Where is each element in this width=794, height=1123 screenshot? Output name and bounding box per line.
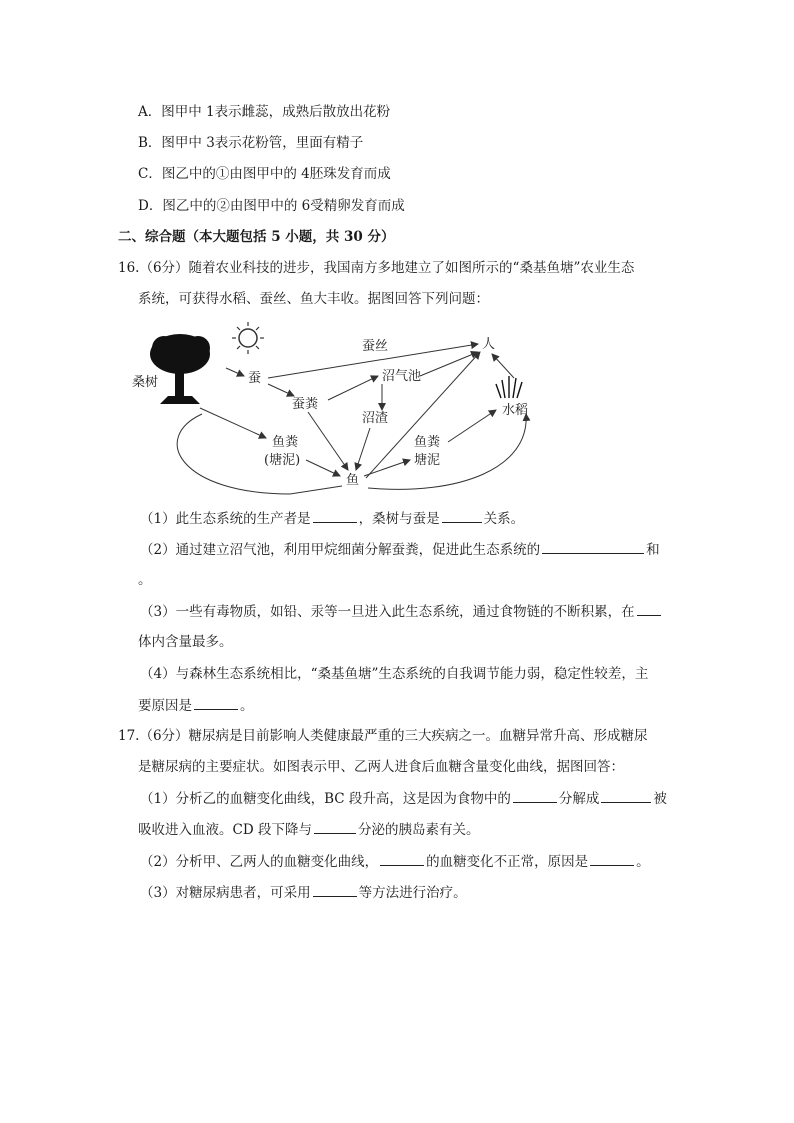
mulberry-fish-pond-diagram (130, 318, 550, 498)
q16-part1-text-a: （1）此生态系统的生产者是 (140, 511, 311, 527)
q17-part3-text-a: （3）对糖尿病患者，可采用 (140, 885, 311, 901)
q17-part2 (140, 851, 650, 872)
q16-part1-text-c: 关系。 (483, 511, 525, 527)
label-silkworm: 蚕 (248, 371, 262, 386)
answer-blank[interactable] (194, 695, 238, 710)
q16-part2-text-a: （2）通过建立沼气池，利用甲烷细菌分解蚕粪，促进此生态系统的 (140, 542, 541, 558)
answer-blank[interactable] (380, 851, 424, 866)
label-fish-feces-left: 鱼粪 (272, 435, 299, 450)
q17-intro-line1: 17.（6分）糖尿病是目前影响人类健康最严重的三大疾病之一。血糖异常升高、形成糖尿 (118, 728, 648, 744)
q16-part4-text-b: 要原因是 (138, 698, 192, 714)
q17-part1-text-b: 分解成 (558, 791, 600, 807)
mulberry-tree-icon (150, 334, 210, 404)
q17-part1-text-c: 被 (653, 791, 667, 807)
label-fish-feces-right: 鱼粪 (414, 435, 441, 450)
answer-blank[interactable] (601, 788, 651, 803)
q16-part4-end (138, 695, 254, 716)
label-fish: 鱼 (346, 473, 360, 488)
q16-part1 (140, 508, 524, 529)
answer-blank[interactable] (637, 601, 661, 616)
label-human: 人 (482, 337, 496, 352)
label-biogas-residue: 沼渣 (362, 411, 389, 426)
label-silkworm-feces: 蚕粪 (292, 397, 319, 412)
answer-blank[interactable] (542, 539, 644, 554)
answer-blank[interactable] (590, 851, 634, 866)
q16-intro-line1: 16.（6分）随着农业科技的进步，我国南方多地建立了如图所示的“桑基鱼塘”农业生态 (118, 260, 635, 276)
label-pond-mud-left: (塘泥) (264, 453, 301, 468)
option-c: C．图乙中的①由图甲中的 4胚珠发育而成 (138, 166, 391, 182)
option-b: B．图甲中 3表示花粉管，里面有精子 (138, 135, 364, 151)
q17-part1-text-a: （1）分析乙的血糖变化曲线，BC 段升高，这是因为食物中的 (140, 791, 511, 807)
answer-blank[interactable] (314, 819, 356, 834)
q17-part2-text-a: （2）分析甲、乙两人的血糖变化曲线， (140, 854, 379, 870)
label-mulberry: 桑树 (132, 375, 159, 390)
q16-part2-end: 。 (138, 572, 152, 588)
q16-part1-text-b: ，桑树与蚕是 (358, 511, 440, 527)
q17-part1-text-e: 分泌的胰岛素有关。 (357, 822, 480, 838)
label-biogas: 沼气池 (382, 369, 422, 384)
q17-part3-text-b: 等方法进行治疗。 (358, 885, 467, 901)
label-pond-mud-right: 塘泥 (414, 453, 441, 468)
option-d: D．图乙中的②由图甲中的 6受精卵发育而成 (138, 198, 405, 214)
q17-part2-text-c: 。 (636, 854, 650, 870)
option-a: A．图甲中 1表示雌蕊，成熟后散放出花粉 (138, 104, 391, 120)
q16-part3 (140, 601, 663, 622)
q17-part2-text-b: 的血糖变化不正常，原因是 (426, 854, 589, 870)
label-silk: 蚕丝 (362, 339, 389, 354)
q17-part1-text-d: 吸收进入血液。CD 段下降与 (138, 822, 312, 838)
q17-part1 (140, 788, 667, 809)
section-title: 二、综合题（本大题包括 5 小题，共 30 分） (118, 229, 395, 245)
answer-blank[interactable] (313, 508, 357, 523)
q17-part3 (140, 882, 467, 903)
q16-intro-line2: 系统，可获得水稻、蚕丝、鱼大丰收。据图回答下列问题： (138, 291, 489, 307)
answer-blank[interactable] (313, 882, 357, 897)
q16-part4: （4）与森林生态系统相比，“桑基鱼塘”生态系统的自我调节能力弱，稳定性较差，主 (140, 666, 649, 682)
q17-part1-cont (138, 819, 479, 840)
q16-part4-text-c: 。 (240, 698, 254, 714)
q16-part2-text-b: 和 (646, 542, 660, 558)
answer-blank[interactable] (513, 788, 557, 803)
answer-blank[interactable] (442, 508, 482, 523)
q16-part3-text-a: （3）一些有毒物质，如铅、汞等一旦进入此生态系统，通过食物链的不断积累，在 (140, 604, 635, 620)
rice-icon (496, 376, 522, 398)
q16-part2 (140, 539, 660, 560)
q16-part3-end: 体内含量最多。 (138, 634, 233, 650)
q17-intro-line2: 是糖尿病的主要症状。如图表示甲、乙两人进食后血糖含量变化曲线，据图回答： (138, 759, 624, 775)
label-rice: 水稻 (502, 403, 529, 418)
sun-icon (232, 322, 264, 354)
